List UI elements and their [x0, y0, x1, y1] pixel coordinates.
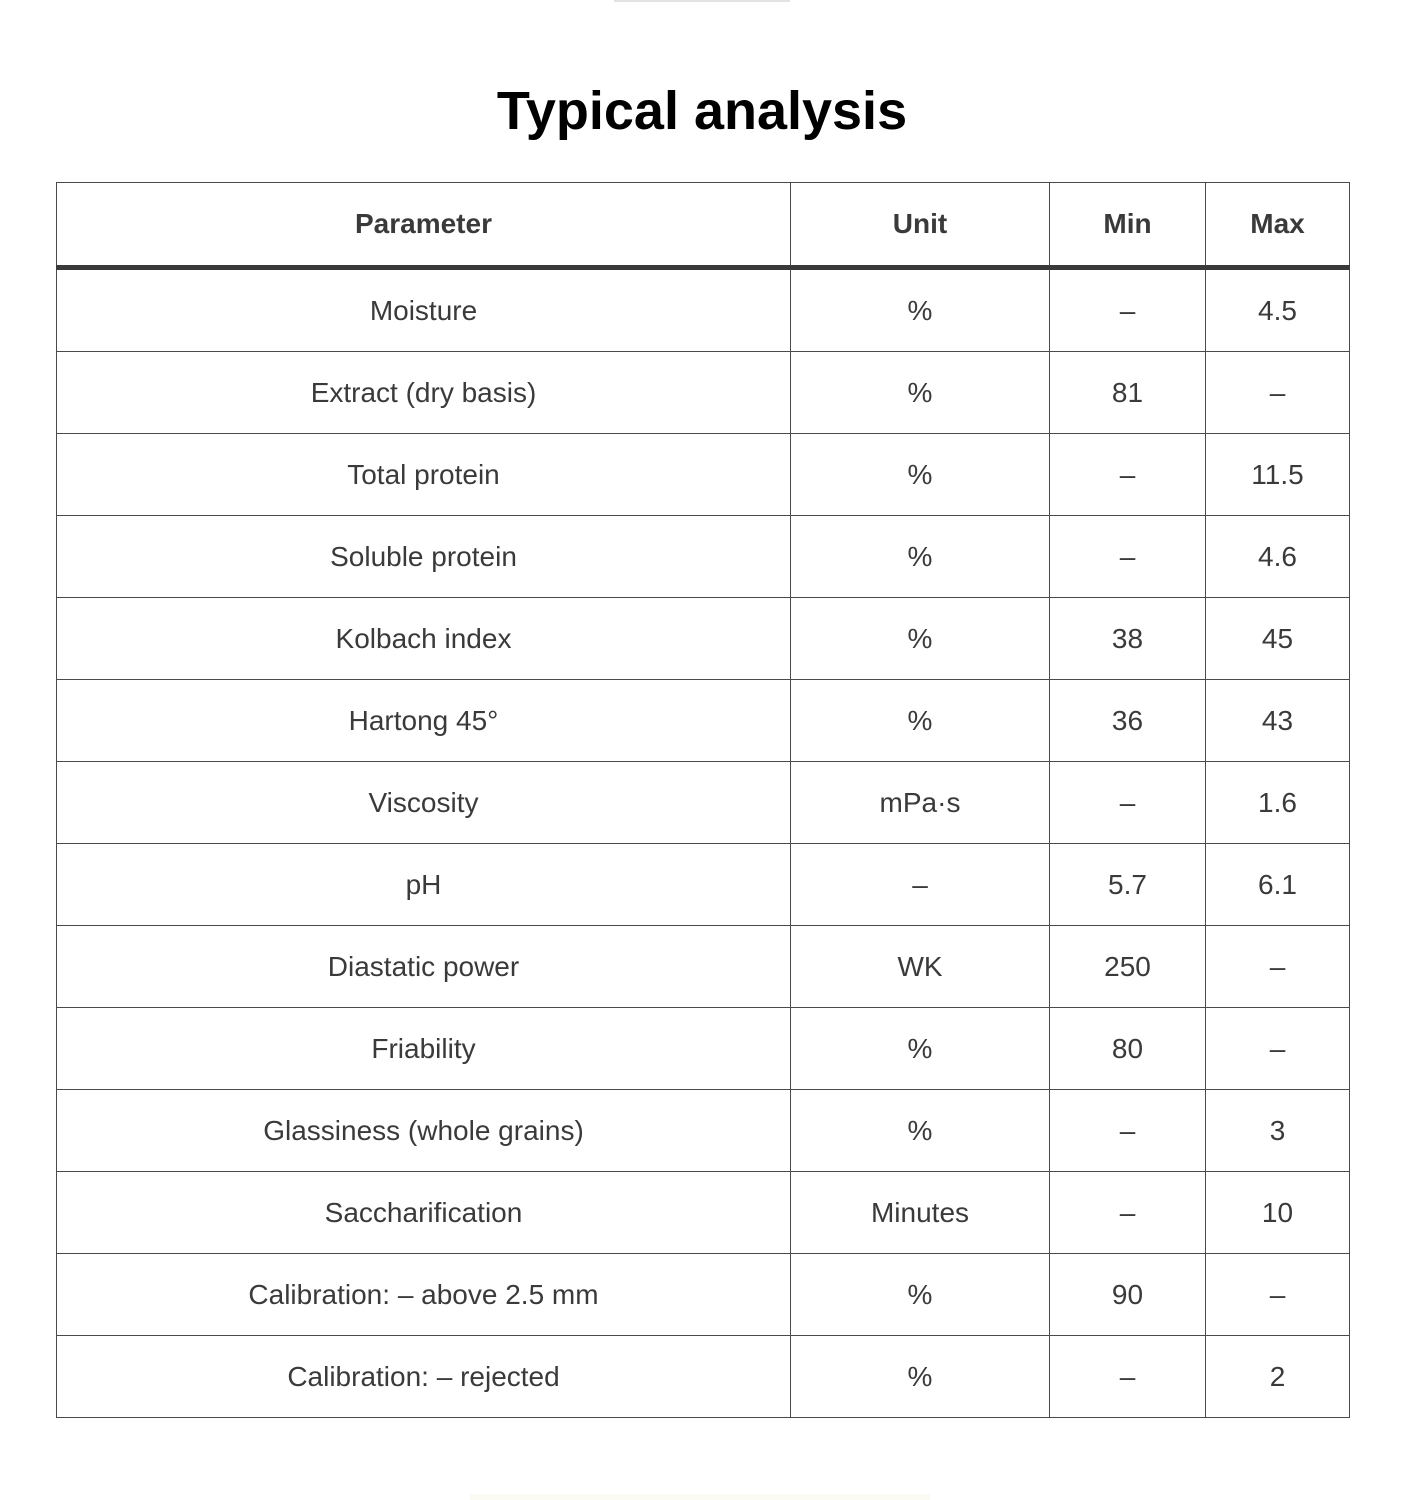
table-row [57, 680, 1350, 762]
cell-min: 250 [1050, 926, 1206, 1008]
cell-max: – [1206, 926, 1350, 1008]
cell-max: 45 [1206, 598, 1350, 680]
cell-parameter: Calibration: – above 2.5 mm [57, 1254, 791, 1336]
cell-max: 4.5 [1206, 268, 1350, 352]
cell-unit: Minutes [791, 1172, 1050, 1254]
cell-unit: % [791, 434, 1050, 516]
cell-min: 80 [1050, 1008, 1206, 1090]
cell-min: – [1050, 1172, 1206, 1254]
table-header-row [57, 183, 1350, 268]
top-divider [614, 0, 790, 2]
cell-parameter: Saccharification [57, 1172, 791, 1254]
cell-unit: % [791, 1254, 1050, 1336]
cell-unit: % [791, 1336, 1050, 1418]
cell-unit: % [791, 352, 1050, 434]
cell-min: – [1050, 762, 1206, 844]
cell-max: 6.1 [1206, 844, 1350, 926]
page-title: Typical analysis [496, 81, 908, 141]
cell-unit: % [791, 1090, 1050, 1172]
table-row [57, 516, 1350, 598]
cell-parameter: Soluble protein [57, 516, 791, 598]
cell-unit: % [791, 598, 1050, 680]
cell-max: 10 [1206, 1172, 1350, 1254]
header-max: Max [1206, 183, 1350, 268]
cell-min: 81 [1050, 352, 1206, 434]
table-row [57, 926, 1350, 1008]
bottom-glow [470, 1494, 930, 1500]
cell-parameter: Calibration: – rejected [57, 1336, 791, 1418]
cell-unit: mPa·s [791, 762, 1050, 844]
cell-parameter: Total protein [57, 434, 791, 516]
header-min: Min [1050, 183, 1206, 268]
cell-parameter: pH [57, 844, 791, 926]
cell-max: – [1206, 1254, 1350, 1336]
cell-parameter: Diastatic power [57, 926, 791, 1008]
cell-parameter: Hartong 45° [57, 680, 791, 762]
cell-min: – [1050, 268, 1206, 352]
cell-min: 38 [1050, 598, 1206, 680]
cell-min: – [1050, 434, 1206, 516]
cell-unit: % [791, 680, 1050, 762]
table-row [57, 762, 1350, 844]
cell-parameter: Friability [57, 1008, 791, 1090]
table-row [57, 434, 1350, 516]
cell-min: 5.7 [1050, 844, 1206, 926]
cell-max: – [1206, 1008, 1350, 1090]
cell-min: 90 [1050, 1254, 1206, 1336]
table-row [57, 1336, 1350, 1418]
cell-max: 3 [1206, 1090, 1350, 1172]
cell-parameter: Kolbach index [57, 598, 791, 680]
cell-unit: % [791, 516, 1050, 598]
table-row [57, 844, 1350, 926]
cell-max: 11.5 [1206, 434, 1350, 516]
header-parameter: Parameter [57, 183, 791, 268]
cell-max: 2 [1206, 1336, 1350, 1418]
cell-parameter: Extract (dry basis) [57, 352, 791, 434]
cell-unit: % [791, 268, 1050, 352]
cell-min: – [1050, 1090, 1206, 1172]
cell-max: – [1206, 352, 1350, 434]
cell-max: 43 [1206, 680, 1350, 762]
cell-max: 1.6 [1206, 762, 1350, 844]
table-row [57, 1254, 1350, 1336]
cell-parameter: Glassiness (whole grains) [57, 1090, 791, 1172]
table-row [57, 268, 1350, 352]
cell-max: 4.6 [1206, 516, 1350, 598]
header-unit: Unit [791, 183, 1050, 268]
cell-min: – [1050, 516, 1206, 598]
cell-min: 36 [1050, 680, 1206, 762]
table-row [57, 1172, 1350, 1254]
cell-min: – [1050, 1336, 1206, 1418]
table-row [57, 352, 1350, 434]
analysis-table [56, 182, 1350, 1418]
cell-unit: – [791, 844, 1050, 926]
cell-parameter: Moisture [57, 268, 791, 352]
cell-parameter: Viscosity [57, 762, 791, 844]
table-row [57, 598, 1350, 680]
table-row [57, 1008, 1350, 1090]
table-row [57, 1090, 1350, 1172]
cell-unit: WK [791, 926, 1050, 1008]
cell-unit: % [791, 1008, 1050, 1090]
